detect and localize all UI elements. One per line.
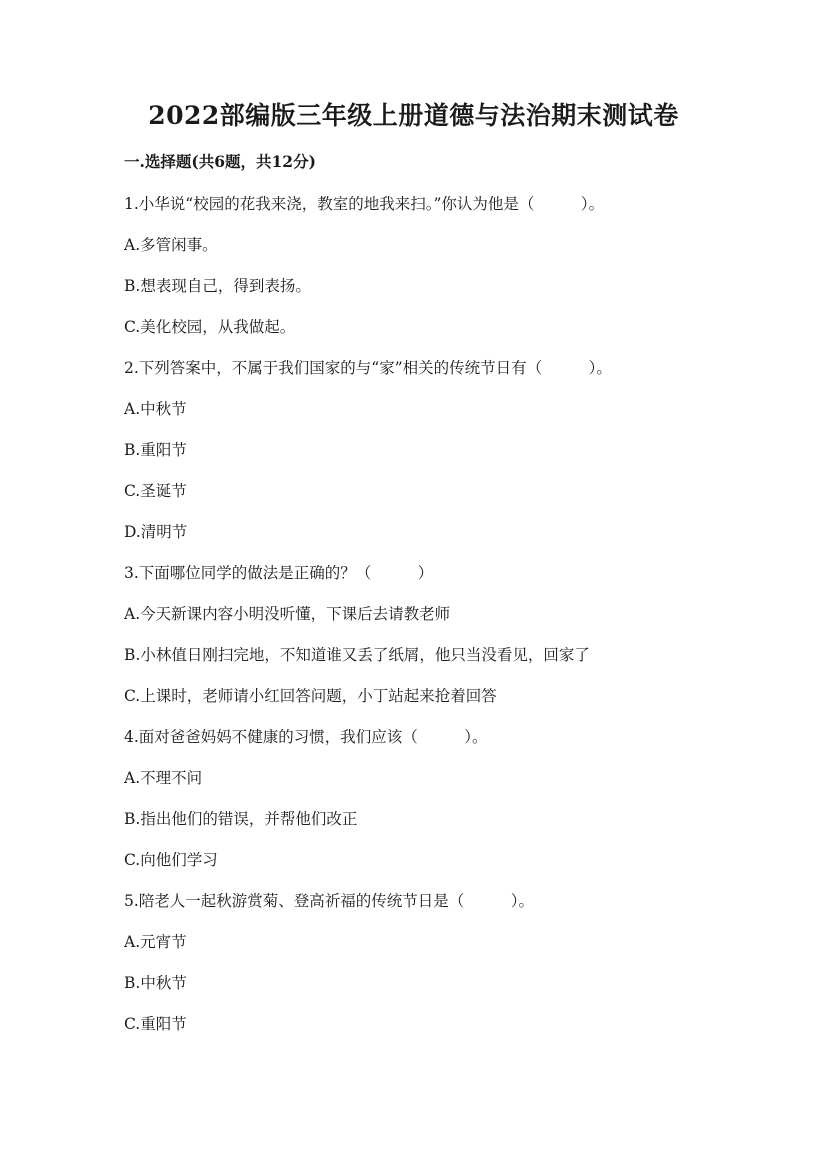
question-1-stem: 1.小华说“校园的花我来浇，教室的地我来扫。”你认为他是（ ）。 bbox=[124, 195, 605, 213]
question-2-option-b: B.重阳节 bbox=[124, 441, 187, 459]
page-title: 2022部编版三年级上册道德与法治期末测试卷 bbox=[148, 101, 679, 130]
question-4-option-a: A.不理不问 bbox=[124, 769, 203, 787]
question-2-option-c: C.圣诞节 bbox=[124, 482, 187, 500]
question-3-option-c: C.上课时，老师请小红回答问题，小丁站起来抢着回答 bbox=[124, 687, 497, 705]
question-4-option-c: C.向他们学习 bbox=[124, 851, 218, 869]
question-4-option-b: B.指出他们的错误，并帮他们改正 bbox=[124, 810, 358, 828]
question-5-option-a: A.元宵节 bbox=[124, 933, 187, 951]
question-5-stem: 5.陪老人一起秋游赏菊、登高祈福的传统节日是（ ）。 bbox=[124, 892, 535, 910]
question-1-option-c: C.美化校园，从我做起。 bbox=[124, 318, 296, 336]
question-5-option-b: B.中秋节 bbox=[124, 974, 187, 992]
question-2-stem: 2.下列答案中，不属于我们国家的与“家”相关的传统节日有（ ）。 bbox=[124, 359, 612, 377]
question-1-option-b: B.想表现自己，得到表扬。 bbox=[124, 277, 311, 295]
question-3-option-a: A.今天新课内容小明没听懂，下课后去请教老师 bbox=[124, 605, 451, 623]
question-5-option-c: C.重阳节 bbox=[124, 1015, 187, 1033]
question-2-option-d: D.清明节 bbox=[124, 523, 188, 541]
question-4-stem: 4.面对爸爸妈妈不健康的习惯，我们应该（ ）。 bbox=[124, 728, 488, 746]
question-1-option-a: A.多管闲事。 bbox=[124, 236, 218, 254]
question-3-stem: 3.下面哪位同学的做法是正确的？（ ） bbox=[124, 564, 434, 582]
question-2-option-a: A.中秋节 bbox=[124, 400, 187, 418]
question-3-option-b: B.小林值日刚扫完地，不知道谁又丢了纸屑，他只当没看见，回家了 bbox=[124, 646, 590, 664]
section-heading: 一.选择题(共6题，共12分) bbox=[124, 152, 316, 171]
